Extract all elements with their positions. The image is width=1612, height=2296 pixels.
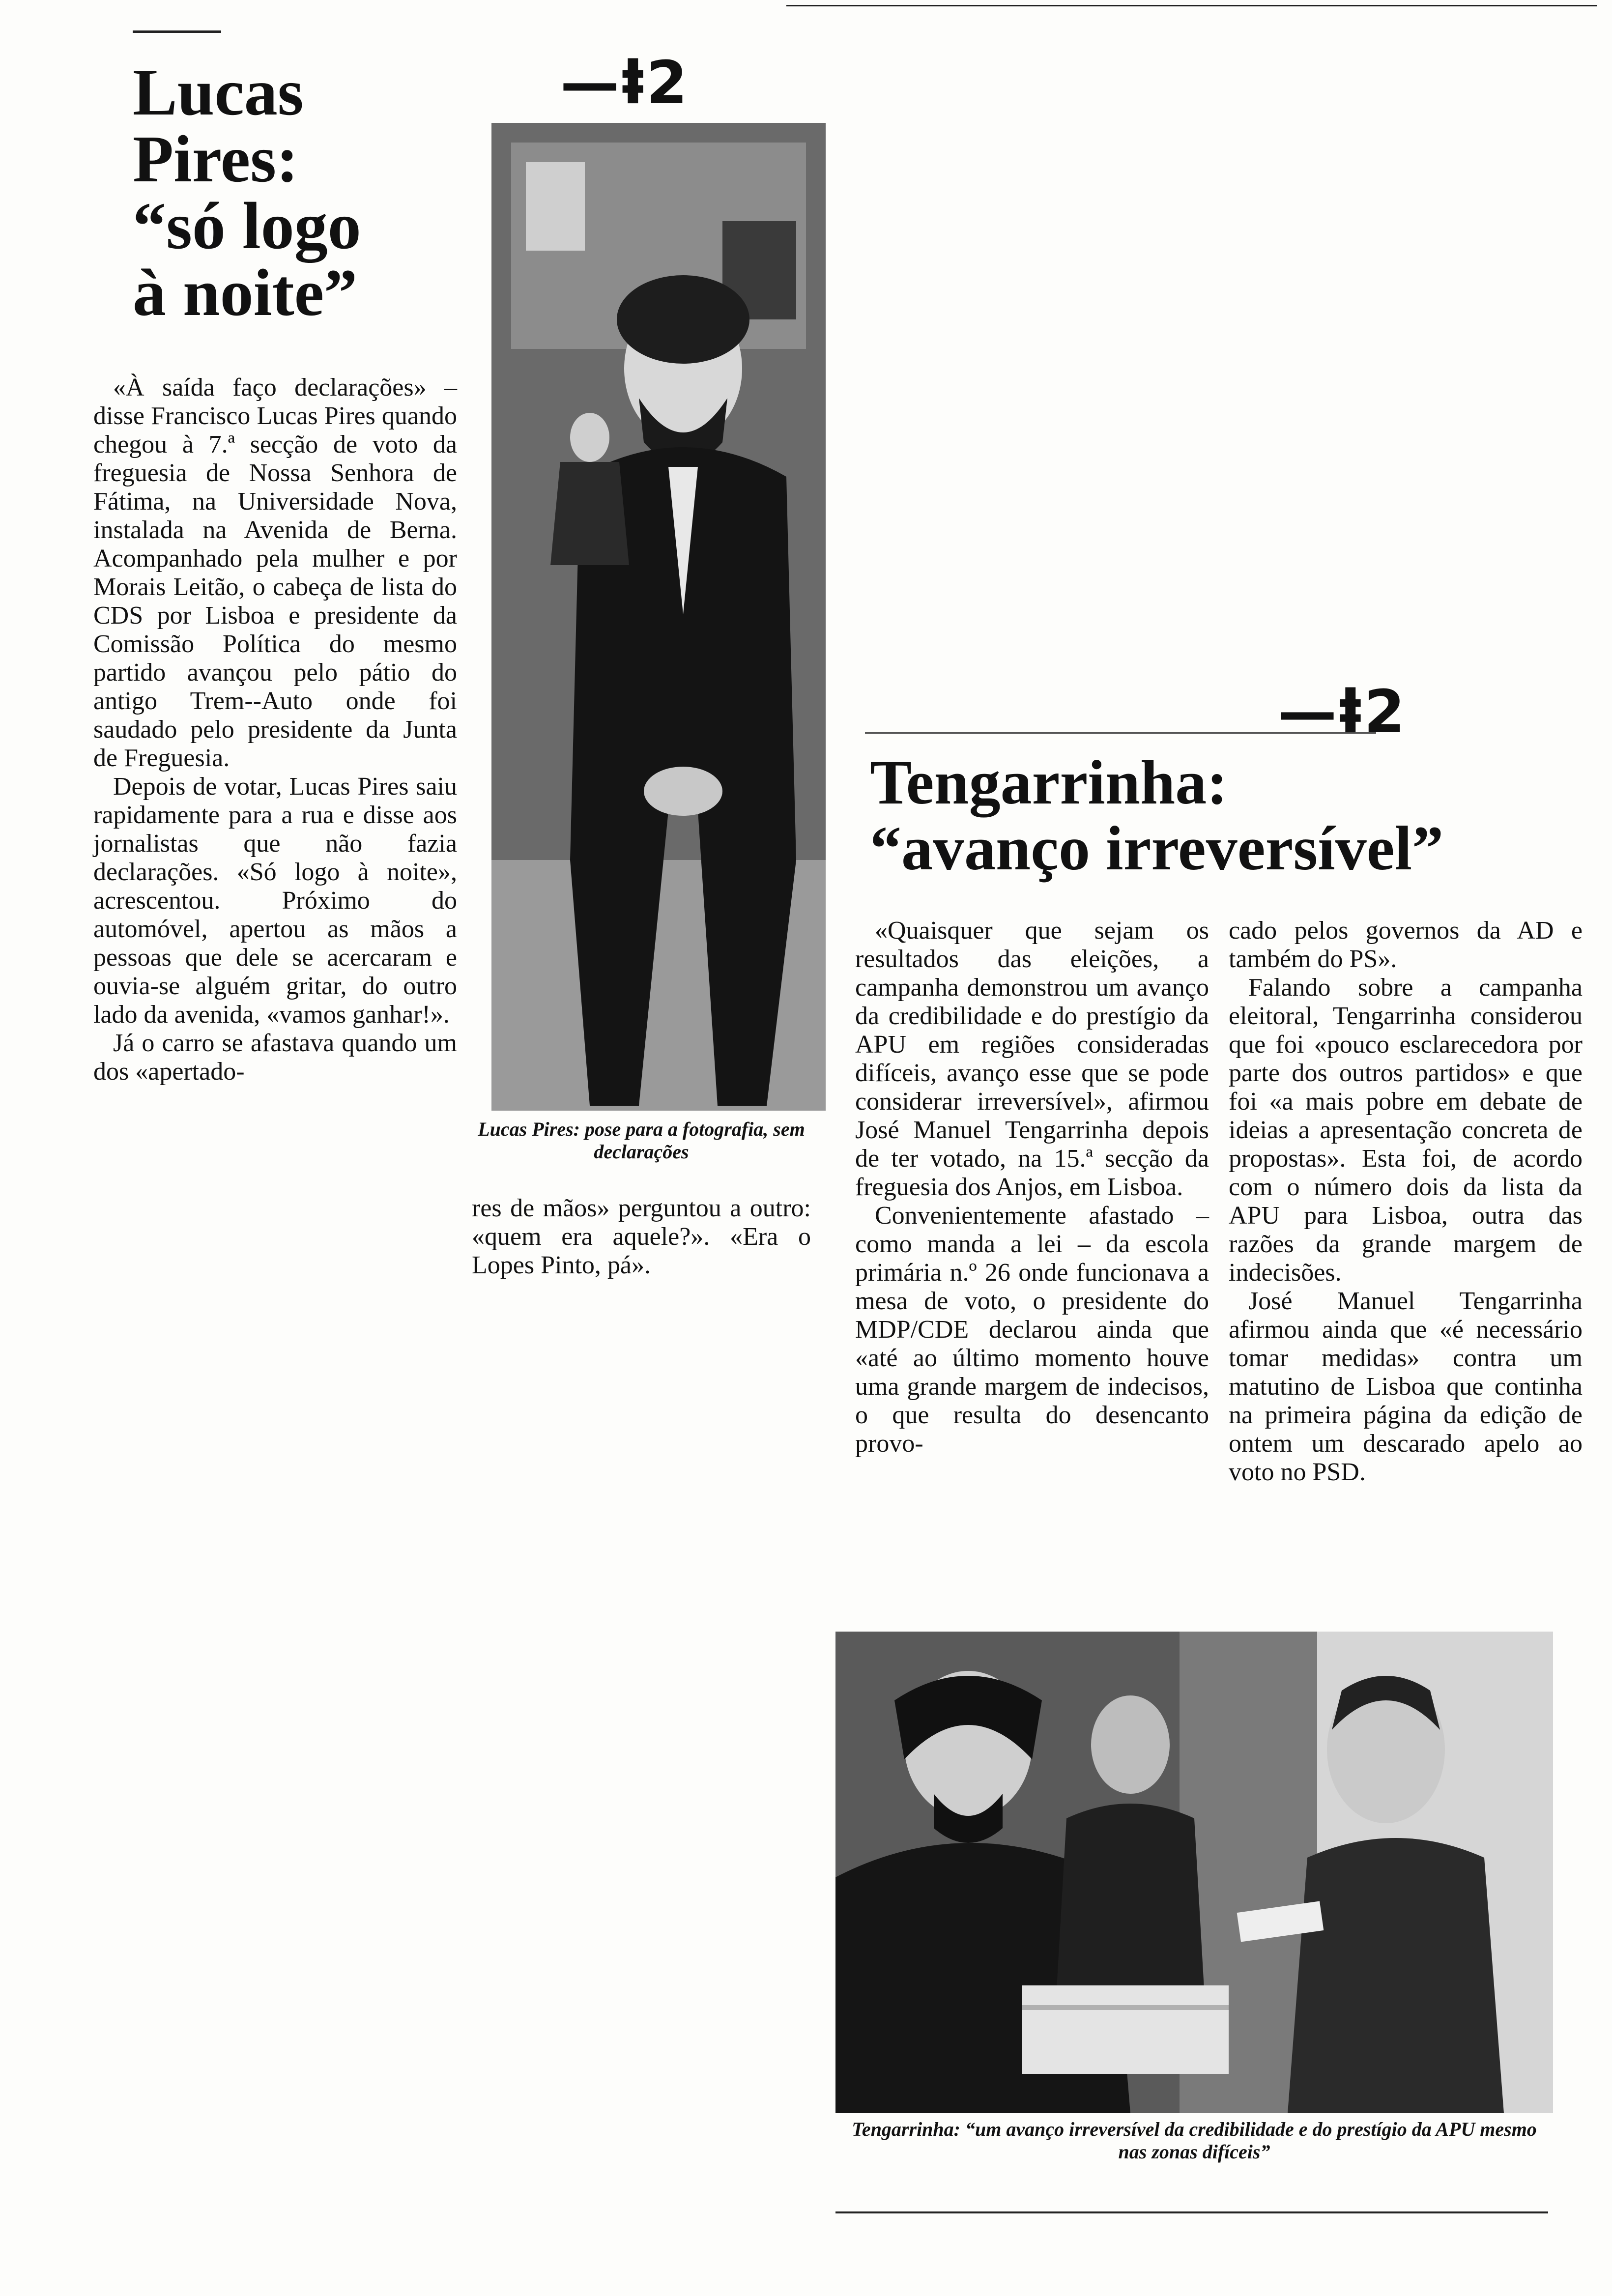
article2-column-2 [1229,917,1583,1487]
article2-paragraph: cado pelos governos da AD e também do PS». [1229,917,1583,973]
lucas-pires-figure-illustration [491,123,826,1111]
article1-headline-line: Pires: [133,122,299,196]
article2-headline [870,749,1558,882]
lucas-pires-photo-caption: Lucas Pires: pose para a fotografia, sem declarações [478,1118,805,1163]
tengarrinha-photo [835,1632,1553,2113]
article1-headline-line: Lucas [133,56,304,129]
lucas-pires-photo [491,123,826,1111]
article1-headline-line: “só logo [133,189,361,263]
article1-paragraph: «À saída faço declarações» – disse Francisco Lucas Pires quando chegou à 7.ª secção de voto da freguesia de Nossa Senhora de Fátima, na Universidade Nova, instalada na Avenida de Berna. Acompanhado pela mulher e por Morais Leitão, o cabeça de lista do CDS por Lisboa e presidente da Comissão Política do mesmo partido avançou pelo pátio do antigo Trem--Auto onde foi saudado pelo presidente da Junta de Freguesia. [93,373,457,772]
article2-paragraph: «Quaisquer que sejam os resultados das eleições, a campanha demonstrou um avanço da credibilidade e do prestígio da APU em regiões consideradas difíceis, avanço esse que se pode considerar irreversível», afirmou José Manuel Tengarrinha depois de ter votado, na 15.ª secção da freguesia dos Anjos, em Lisboa. [855,917,1209,1201]
article1-paragraph: Depois de votar, Lucas Pires saiu rapidamente para a rua e disse aos jornalistas que não fazia declarações. «Só logo à noite», acrescentou. Próximo do automóvel, apertou as mãos a pessoas que dele se acercaram e ouvia-se alguém gritar, do outro lado da avenida, «vamos ganhar!». [93,773,457,1029]
handwritten-mark-top: —ⱡ2 [560,49,691,117]
tengarrinha-voting-illustration [835,1632,1553,2113]
article1-headline [133,56,437,330]
top-rule-left [133,30,221,33]
article2-headline-line: “avanço irreversível” [870,813,1444,884]
article2-paragraph: Convenientemente afastado – como manda a lei – da escola primária n.º 26 onde funcionava a mesa de voto, o presidente do MDP/CDE declarou ainda que «até ao último momento houve uma grande margem de indecisos, o que resulta do desencanto provo- [855,1202,1209,1458]
article2-column-1 [855,917,1209,1458]
article1-column-2 [472,1194,811,1280]
article1-headline-line: à noite” [133,256,358,330]
article1-column-1 [93,373,457,1086]
article1-paragraph: Já o carro se afastava quando um dos «apertado- [93,1029,457,1086]
article1-paragraph: res de mãos» perguntou a outro: «quem era aquele?». «Era o Lopes Pinto, pá». [472,1194,811,1279]
article2-headline-line: Tengarrinha: [870,747,1228,817]
bottom-rule [835,2211,1548,2213]
article2-paragraph: Falando sobre a campanha eleitoral, Tengarrinha considerou que foi «pouco esclarecedora por parte dos outros partidos» e que foi «a mais pobre em debate de ideias a apresentação concreta de propostas». Esta foi, de acordo com o número dois da lista da APU para Lisboa, outra das razões da grande margem de indecisões. [1229,974,1583,1287]
top-rule-right [786,5,1597,6]
tengarrinha-photo-caption: Tengarrinha: “um avanço irreversível da credibilidade e do prestígio da APU mesmo nas zonas difíceis” [852,2118,1537,2163]
handwritten-mark-right: —ⱡ2 [1278,678,1408,746]
article2-paragraph: José Manuel Tengarrinha afirmou ainda que «é necessário tomar medidas» contra um matutino de Lisboa que continha na primeira página da edição de ontem um descarado apelo ao voto no PSD. [1229,1287,1583,1486]
